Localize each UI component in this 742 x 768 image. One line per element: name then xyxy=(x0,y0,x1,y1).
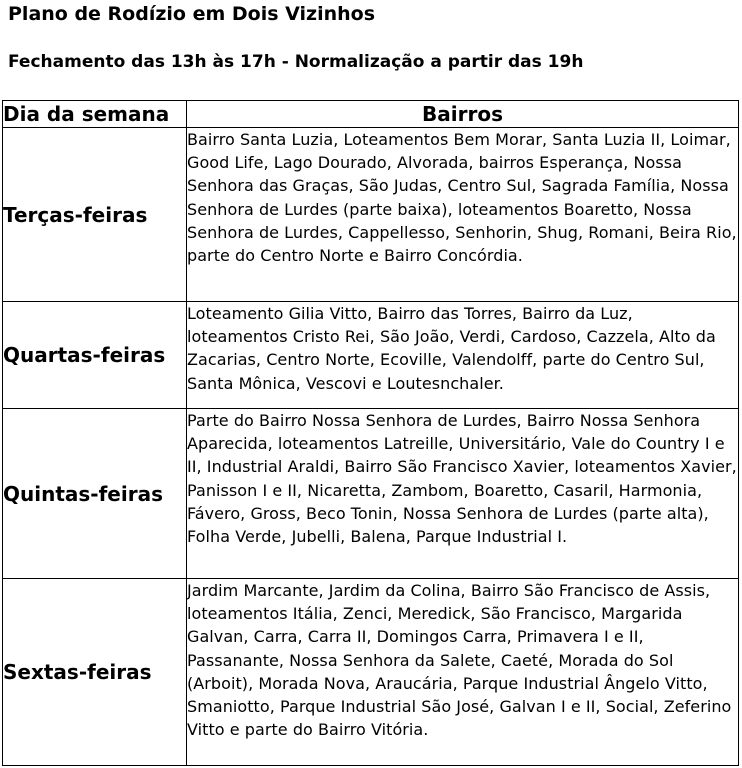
page-subtitle: Fechamento das 13h às 17h - Normalização a partir das 19h xyxy=(8,52,584,72)
rotation-table xyxy=(2,100,739,766)
bairros-cell: Parte do Bairro Nossa Senhora de Lurdes, Bairro Nossa Senhora Aparecida, loteamentos Latreille, Universitário, Vale do Country I e II, Industrial Araldi, Bairro São Francisco Xavier, loteamentos Xavier, Panisson I e II, Nicaretta, Zambom, Boaretto, Casaril, Harmonia, Fávero, Gross, Beco Tonin, Nossa Senhora de Lurdes (parte alta), Folha Verde, Jubelli, Balena, Parque Industrial I. xyxy=(187,409,739,579)
bairros-cell: Jardim Marcante, Jardim da Colina, Bairro São Francisco de Assis, loteamentos Itália, Zenci, Meredick, São Francisco, Margarida Galvan, Carra, Carra II, Domingos Carra, Primavera I e II, Passanante, Nossa Senhora da Salete, Caeté, Morada do Sol (Arboit), Morada Nova, Araucária, Parque Industrial Ângelo Vitto, Smaniotto, Parque Industrial São José, Galvan I e II, Social, Zeferino Vitto e parte do Bairro Vitória. xyxy=(187,579,739,766)
table-row-wednesday xyxy=(3,302,739,409)
table-row-friday xyxy=(3,579,739,766)
day-cell: Terças-feiras xyxy=(3,128,187,302)
bairros-cell: Loteamento Gilia Vitto, Bairro das Torres, Bairro da Luz, loteamentos Cristo Rei, São João, Verdi, Cardoso, Cazzela, Alto da Zacarias, Centro Norte, Ecoville, Valendolff, parte do Centro Sul, Santa Mônica, Vescovi e Loutesnchaler. xyxy=(187,302,739,409)
day-cell: Sextas-feiras xyxy=(3,579,187,766)
table-header-row xyxy=(3,101,739,128)
table-row-tuesday xyxy=(3,128,739,302)
table-row-thursday xyxy=(3,409,739,579)
page-title: Plano de Rodízio em Dois Vizinhos xyxy=(8,3,376,25)
bairros-cell: Bairro Santa Luzia, Loteamentos Bem Morar, Santa Luzia II, Loimar, Good Life, Lago Dourado, Alvorada, bairros Esperança, Nossa Senhora das Graças, São Judas, Centro Sul, Sagrada Família, Nossa Senhora de Lurdes (parte baixa), loteamentos Boaretto, Nossa Senhora de Lurdes, Cappellesso, Senhorin, Shug, Romani, Beira Rio, parte do Centro Norte e Bairro Concórdia. xyxy=(187,128,739,302)
day-cell: Quintas-feiras xyxy=(3,409,187,579)
column-header-day: Dia da semana xyxy=(3,101,187,128)
day-cell: Quartas-feiras xyxy=(3,302,187,409)
column-header-bairros: Bairros xyxy=(187,101,739,128)
